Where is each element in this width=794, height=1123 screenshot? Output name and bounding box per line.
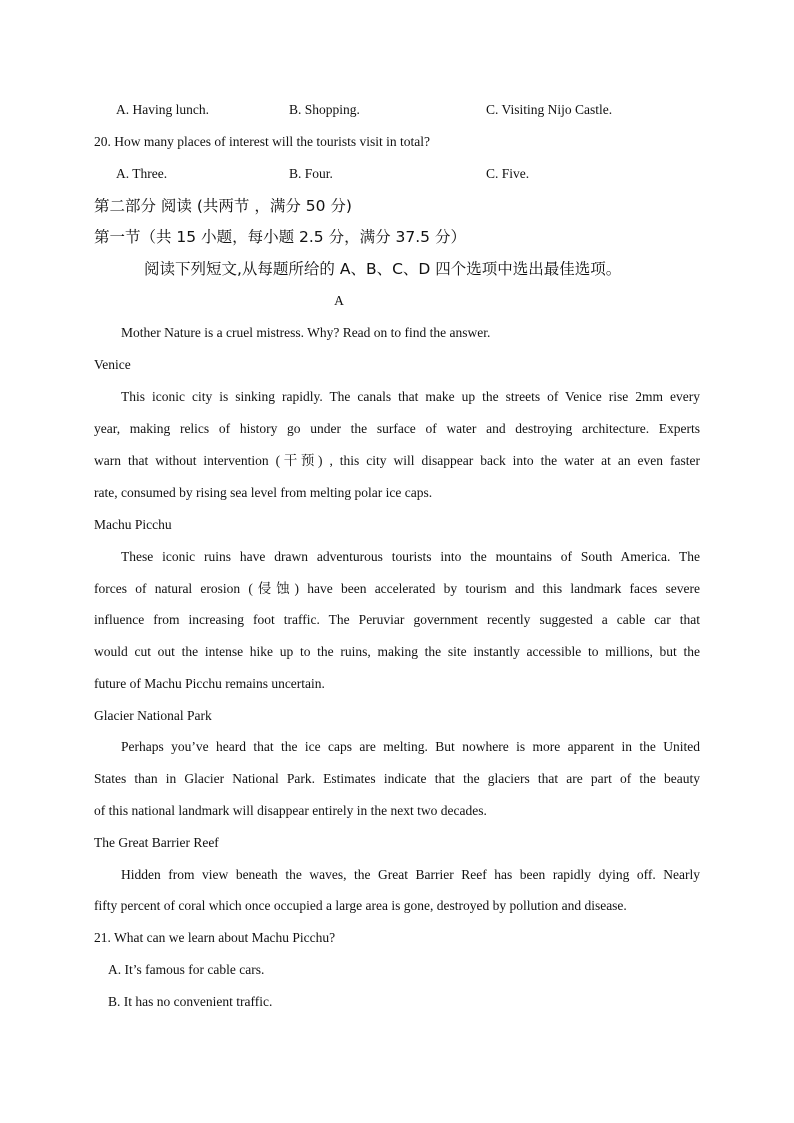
machu-line-2: forces of natural erosion (侵蚀) have been accelerated by tourism and this landmark faces severe bbox=[94, 581, 700, 596]
q19-option-a: A. Having lunch. bbox=[116, 102, 209, 117]
venice-line-1: This iconic city is sinking rapidly. The canals that make up the streets of Venice rise 2mm every bbox=[121, 389, 700, 404]
reef-line-1: Hidden from view beneath the waves, the Great Barrier Reef has been rapidly dying off. Nearly bbox=[121, 867, 700, 882]
passage-intro: Mother Nature is a cruel mistress. Why? Read on to find the answer. bbox=[121, 325, 491, 340]
machu-heading: Machu Picchu bbox=[94, 517, 172, 532]
machu-line-4: would cut out the intense hike up to the ruins, making the site instantly accessible to millions, but the bbox=[94, 644, 700, 659]
glacier-line-3: of this national landmark will disappear entirely in the next two decades. bbox=[94, 803, 487, 818]
venice-line-4: rate, consumed by rising sea level from melting polar ice caps. bbox=[94, 485, 433, 500]
glacier-heading: Glacier National Park bbox=[94, 708, 212, 723]
q20-option-c: C. Five. bbox=[486, 166, 530, 181]
reef-heading: The Great Barrier Reef bbox=[94, 835, 219, 850]
venice-heading: Venice bbox=[94, 357, 131, 372]
reef-line-2: fifty percent of coral which once occupied a large area is gone, destroyed by pollution and disease. bbox=[94, 898, 627, 913]
glacier-line-1: Perhaps you’ve heard that the ice caps are melting. But nowhere is more apparent in the United bbox=[121, 739, 700, 754]
instruction: 阅读下列短文,从每题所给的 A、B、C、D 四个选项中选出最佳选项。 bbox=[144, 260, 622, 278]
q21-question: 21. What can we learn about Machu Picchu? bbox=[94, 930, 336, 945]
q20-question: 20. How many places of interest will the tourists visit in total? bbox=[94, 134, 430, 149]
q19-option-c: C. Visiting Nijo Castle. bbox=[486, 102, 613, 117]
venice-line-3: warn that without intervention (干预) , this city will disappear back into the water at an even faster bbox=[94, 453, 700, 468]
q21-option-b: B. It has no convenient traffic. bbox=[108, 994, 273, 1009]
part-heading: 第二部分 阅读 (共两节 ，满分 50 分) bbox=[94, 197, 352, 215]
machu-line-1: These iconic ruins have drawn adventurous tourists into the mountains of South America. The bbox=[121, 549, 700, 564]
glacier-line-2: States than in Glacier National Park. Estimates indicate that the glaciers that are part of the beauty bbox=[94, 771, 700, 786]
q20-option-b: B. Four. bbox=[289, 166, 333, 181]
machu-line-5: future of Machu Picchu remains uncertain. bbox=[94, 676, 325, 691]
subsection-heading: 第一节（共 15 小题，每小题 2.5 分，满分 37.5 分） bbox=[94, 228, 466, 246]
machu-line-3: influence from increasing foot traffic. The Peruviar government recently suggested a cable car that bbox=[94, 612, 700, 627]
q19-option-b: B. Shopping. bbox=[289, 102, 360, 117]
venice-line-2: year, making relics of history go under the surface of water and destroying architecture. Experts bbox=[94, 421, 700, 436]
passage-label: A bbox=[334, 293, 344, 308]
q20-option-a: A. Three. bbox=[116, 166, 168, 181]
q21-option-a: A. It’s famous for cable cars. bbox=[108, 962, 265, 977]
